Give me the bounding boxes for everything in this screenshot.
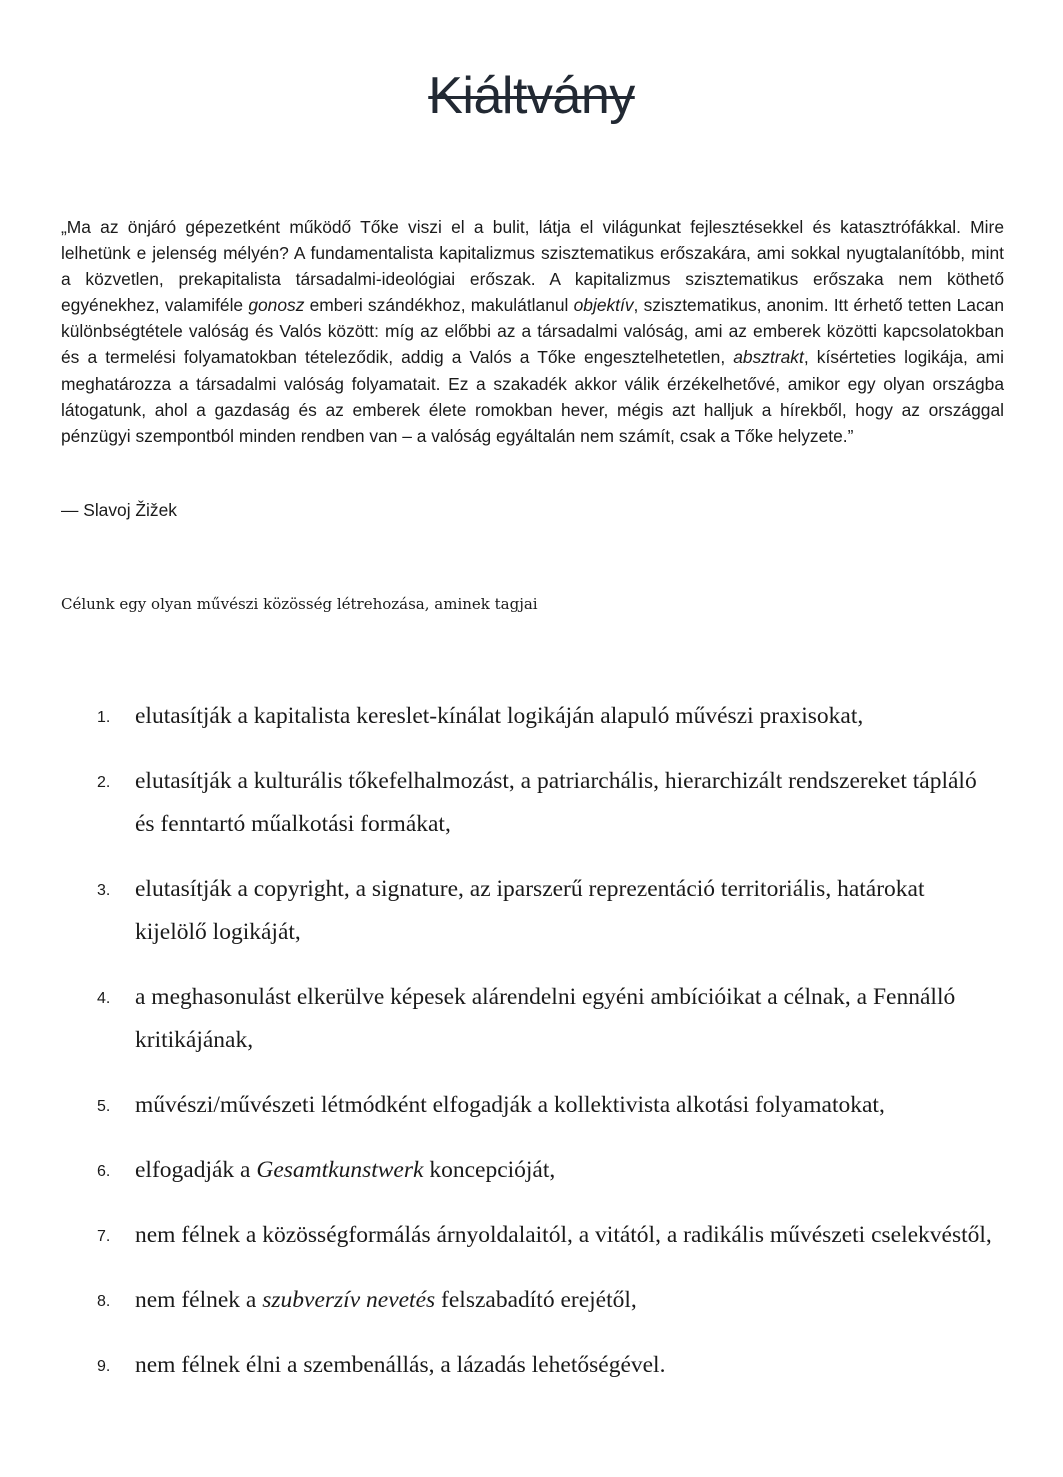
list-item	[0, 695, 993, 738]
list-item	[0, 1279, 993, 1322]
list-text-segment: elutasítják a copyright, a signature, az iparszerű reprezentáció territoriális, határokat kijelölő logikáját,	[135, 876, 925, 945]
list-item	[0, 760, 993, 846]
list-text-segment: felszabadító erejétől,	[435, 1287, 637, 1313]
list-number: 5.	[97, 1098, 111, 1115]
list-number: 8.	[97, 1293, 111, 1310]
list-item	[0, 1214, 993, 1257]
list-text	[133, 1344, 993, 1387]
list-text	[133, 1279, 993, 1322]
list-text-emphasis: szubverzív nevetés	[262, 1287, 436, 1313]
quote-text: , szisztematikus, anonim. Itt érhető tetten Lacan különbségtétele valóság és Valós között: míg az előbbi az a társadalmi valóság, ami az emberek közötti kapcsolatokban és a termelési folyamatokban tételeződik, addig a Valós a Tőke engesztelhetetlen,	[61, 295, 1005, 368]
list-number: 7.	[97, 1228, 111, 1245]
list-item	[0, 1149, 993, 1192]
list-text-segment: elfogadják a	[135, 1157, 257, 1183]
list-number: 1.	[97, 709, 111, 726]
page-title: Kiáltvány	[428, 67, 635, 125]
list-text-segment: elutasítják a kulturális tőkefelhalmozást, a patriarchális, hierarchizált rendszereket tápláló és fenntartó műalkotási formákat,	[135, 768, 977, 837]
list-text	[133, 1084, 993, 1127]
list-item	[0, 868, 993, 954]
list-number: 3.	[97, 882, 111, 899]
quote-emphasis: gonosz	[248, 295, 305, 316]
list-text-segment: nem félnek a	[135, 1287, 263, 1313]
list-text-segment: a meghasonulást elkerülve képesek alárendelni egyéni ambícióikat a célnak, a Fennálló kritikájának,	[135, 984, 956, 1053]
list-item	[0, 1344, 993, 1387]
list-item	[0, 1084, 993, 1127]
manifesto-list	[0, 695, 1063, 1409]
list-number: 9.	[97, 1358, 111, 1375]
intro-sentence: Célunk egy olyan művészi közösség létrehozása, aminek tagjai	[61, 595, 538, 613]
list-text-segment: művészi/művészeti létmódként elfogadják a kollektivista alkotási folyamatokat,	[135, 1092, 885, 1118]
list-text-segment: nem félnek élni a szembenállás, a lázadás lehetőségével.	[135, 1352, 666, 1378]
list-text	[133, 976, 993, 1062]
quote-text: , kísérteties logikája, ami meghatározza a társadalmi valóság folyamatait. Ez a szakadék akkor válik érzékelhetővé, amikor egy olyan országba látogatunk, ahol a gazdaság és az emberek élete romokban hever, mégis azt halljuk a hírekből, hogy az országgal pénzügyi szempontból minden rendben van – a valóság egyáltalán nem számít, csak a Tőke helyzete.”	[61, 347, 1005, 446]
quote-text: emberi szándékhoz, makulátlanul	[304, 295, 574, 316]
list-text-segment: elutasítják a kapitalista kereslet-kínálat logikáján alapuló művészi praxisokat,	[135, 703, 864, 729]
list-text	[133, 760, 993, 846]
list-text	[133, 1214, 993, 1257]
list-text	[133, 1149, 993, 1192]
quote-author: — Slavoj Žižek	[61, 500, 177, 520]
list-text-emphasis: Gesamtkunstwerk	[256, 1157, 424, 1183]
list-number: 2.	[97, 774, 111, 791]
quote-emphasis: absztrakt	[733, 347, 804, 368]
list-text-segment: nem félnek a közösségformálás árnyoldalaitól, a vitától, a radikális művészeti cselekvéstől,	[135, 1222, 992, 1248]
quote-emphasis: objektív	[573, 295, 634, 316]
list-number: 6.	[97, 1163, 111, 1180]
list-number: 4.	[97, 990, 111, 1007]
list-text	[133, 695, 993, 738]
zizek-quote	[61, 214, 1004, 449]
list-item	[0, 976, 993, 1062]
quote-text: „Ma az önjáró gépezetként működő Tőke viszi el a bulit, látja el világunkat fejlesztésekkel és katasztrófákkal. Mire lelhetünk e jelenség mélyén? A fundamentalista kapitalizmus szisztematikus erőszakára, ami sokkal nyugtalanítóbb, mint a közvetlen, prekapitalista társadalmi-ideológiai erőszak. A kapitalizmus szisztematikus erőszaka nem köthető egyénekhez, valamiféle	[61, 217, 1004, 316]
list-text	[133, 868, 993, 954]
list-text-segment: koncepcióját,	[423, 1157, 556, 1183]
